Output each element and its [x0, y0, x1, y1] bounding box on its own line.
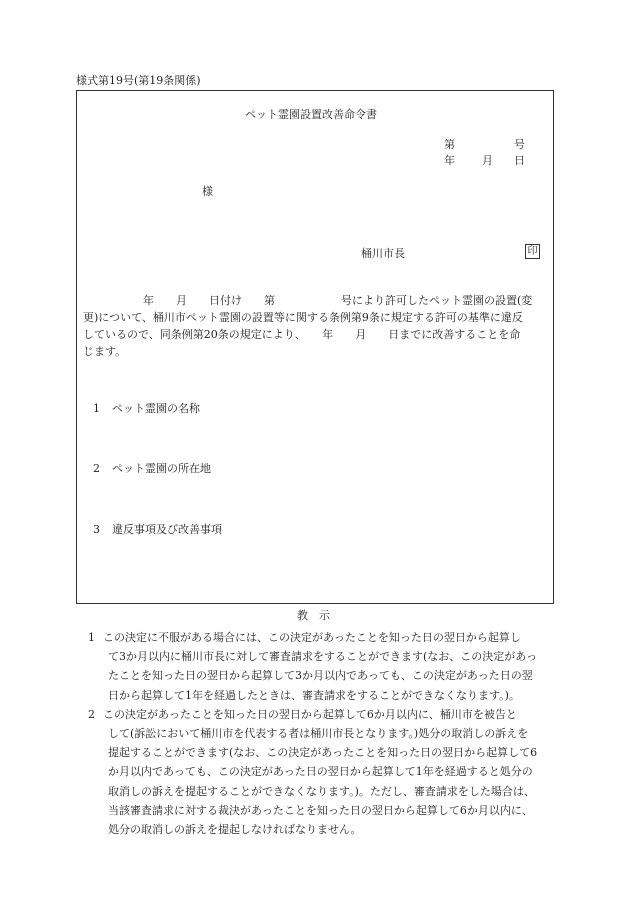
item-number: 2 [93, 462, 100, 475]
notice-line: して(訴訟において桶川市を代表する者は桶川市長となります。)処分の取消しの訴えを [108, 727, 529, 741]
item-number: 1 [93, 402, 100, 415]
date-day-label: 日 [514, 154, 525, 167]
document-title: ペット霊園設置改善命令書 [245, 108, 377, 121]
notice-number: 1 [88, 631, 95, 644]
notice-item-1 [88, 628, 558, 705]
addressee-honorific: 様 [202, 185, 213, 198]
form-number-label: 様式第19号(第19条関係) [76, 74, 201, 87]
body-line: しているので、同条例第20条の規定により、 年 月 日までに改善することを命 [83, 328, 521, 341]
notice-line: 日から起算して1年を経過したときは、審査請求をすることができなくなります。)。 [108, 688, 520, 702]
notice-line: たことを知った日の翌日から起算して3か月以内であっても、この決定があった日の翌 [108, 669, 533, 683]
notice-line: この決定に不服がある場合には、この決定があったことを知った日の翌日から起算し [103, 631, 521, 644]
document-number-prefix: 第 [444, 138, 455, 151]
body-line: 年 月 日付け 第 号により許可したペット霊園の設置(変 [143, 294, 533, 307]
notice-line: 提起することができます(なお、この決定があったことを知った日の翌日から起算して6 [108, 746, 538, 760]
item-label: 違反事項及び改善事項 [112, 523, 222, 536]
item-label: ペット霊園の所在地 [112, 462, 211, 475]
document-number-suffix: 号 [514, 138, 525, 151]
notice-line: 当該審査請求に対する裁決があったことを知った日の翌日から起算して6か月以内に、 [108, 803, 533, 817]
item-3 [93, 524, 222, 535]
body-line: 更)について、桶川市ペット霊園の設置等に関する条例第9条に規定する許可の基準に違反 [83, 311, 523, 324]
issuer-name: 桶川市長 [361, 247, 405, 260]
notice-line: て3か月以内に桶川市長に対して審査請求をすることができます(なお、この決定があっ [108, 650, 538, 664]
seal-mark: 印 [525, 244, 540, 259]
date-year-label: 年 [444, 154, 455, 167]
notice-line: この決定があったことを知った日の翌日から起算して6か月以内に、桶川市を被告と [103, 707, 517, 721]
item-label: ペット霊園の名称 [112, 402, 200, 415]
notice-line: か月以内であっても、この決定があった日の翌日から起算して1年を経過すると処分の [108, 765, 533, 779]
notice-line: 取消しの訴えを提起することができなくなります。)。ただし、審査請求をした場合は、 [108, 784, 535, 798]
notice-item-2 [88, 705, 558, 839]
item-number: 3 [93, 523, 100, 536]
item-2 [93, 463, 211, 474]
notice-heading: 教 示 [297, 609, 330, 622]
order-body-text [83, 292, 532, 360]
notice-list [88, 628, 558, 839]
date-month-label: 月 [482, 154, 493, 167]
body-line: じます。 [83, 345, 127, 358]
notice-number: 2 [88, 707, 95, 721]
item-1 [93, 403, 200, 414]
notice-line: 処分の取消しの訴えを提起しなければなりません。 [108, 823, 362, 837]
